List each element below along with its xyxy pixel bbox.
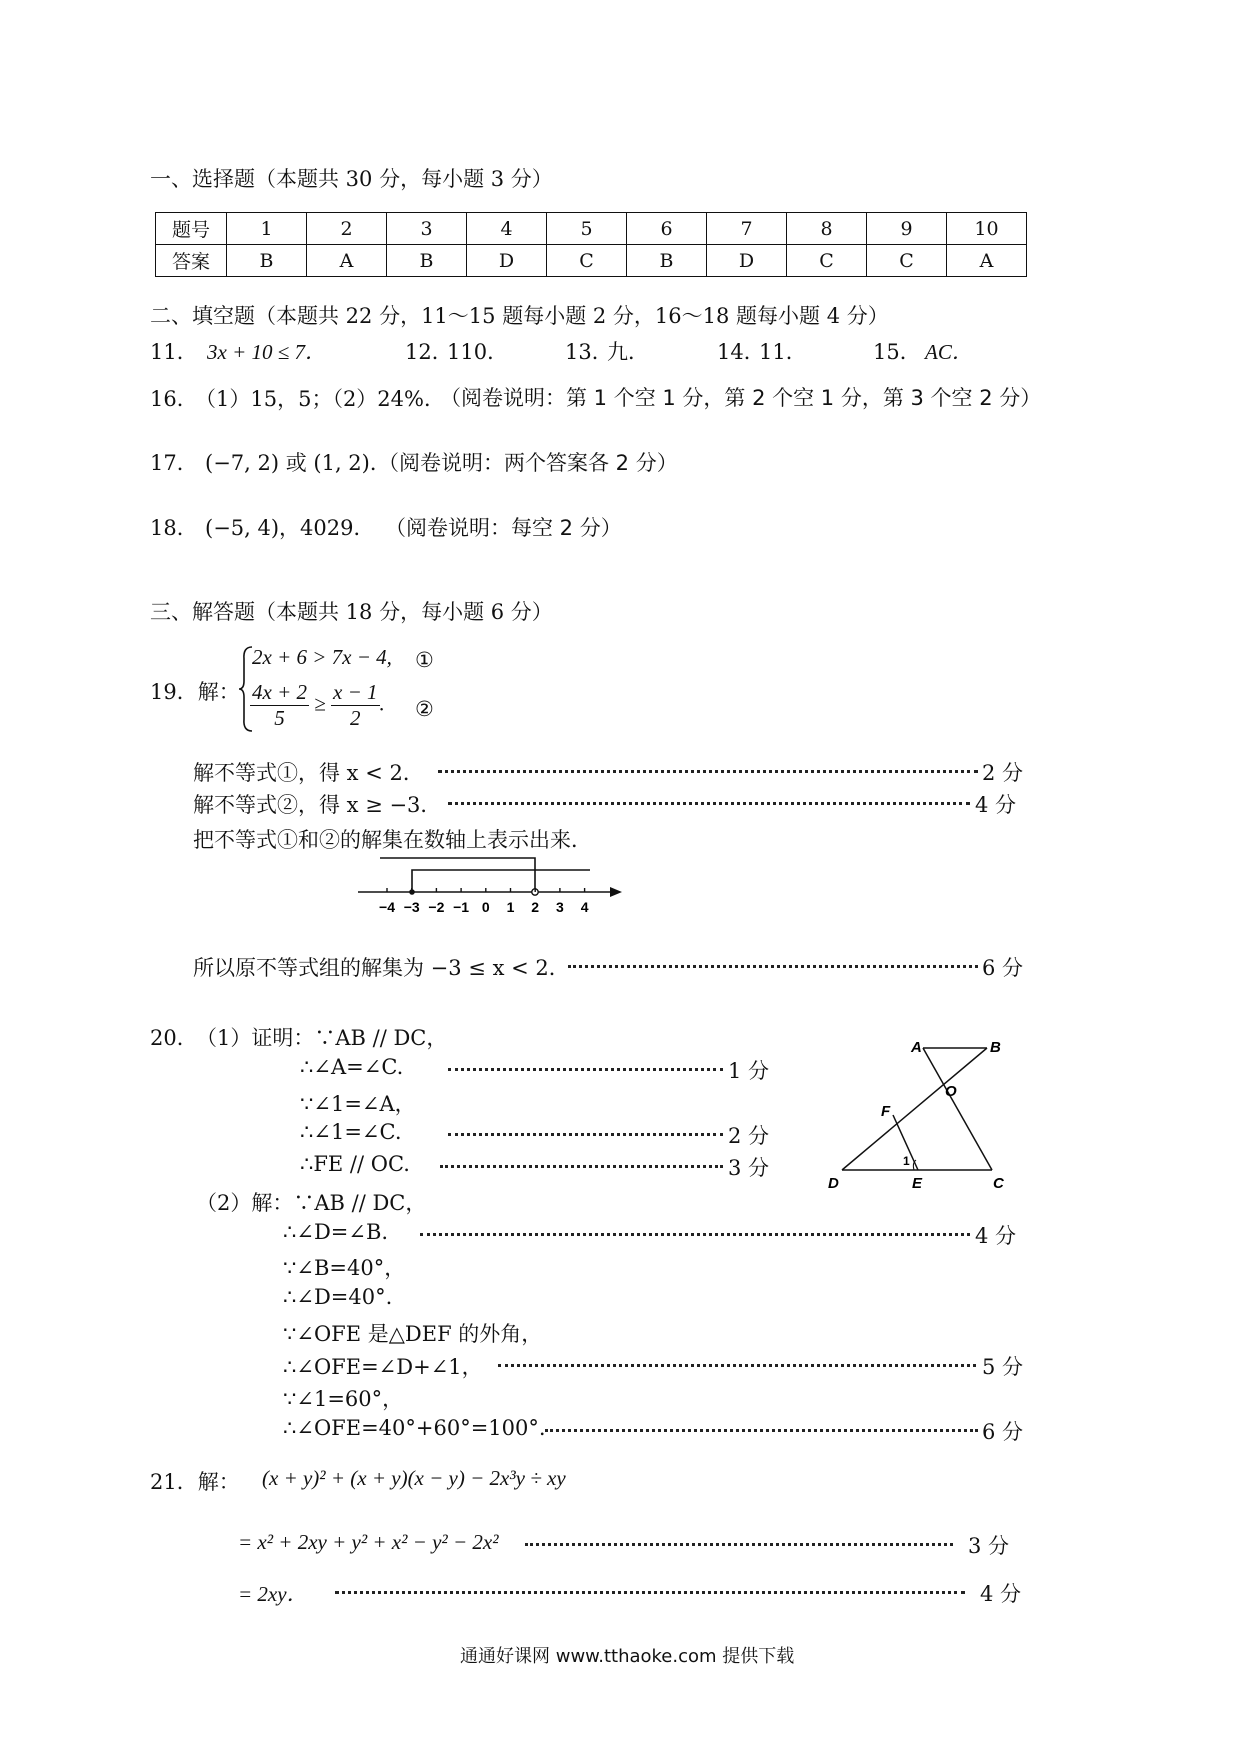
q20-l2-score: 1 分 bbox=[728, 1059, 770, 1083]
q18-answer: (−5, 4)，4029． bbox=[205, 516, 375, 540]
dotted-leader bbox=[568, 965, 978, 968]
table-cell: 7 bbox=[707, 213, 787, 245]
q19-conclusion-score: 6 分 bbox=[982, 956, 1024, 980]
q20-l5-score: 3 分 bbox=[728, 1156, 770, 1180]
q20-part2-l0: （2）解：∵AB // DC， bbox=[196, 1191, 427, 1215]
table-cell: B bbox=[387, 245, 467, 277]
q20-part2-l4: ∵∠OFE 是△DEF 的外角， bbox=[283, 1322, 543, 1346]
q19-mark-1: ① bbox=[415, 648, 434, 672]
row-header-q: 题号 bbox=[156, 213, 227, 245]
dotted-leader bbox=[448, 802, 970, 805]
dotted-leader bbox=[335, 1591, 965, 1594]
q16-note: （阅卷说明：第 1 个空 1 分，第 2 个空 1 分，第 3 个空 2 分） bbox=[440, 386, 1042, 410]
axis-tick-label: 0 bbox=[481, 899, 490, 915]
table-cell: B bbox=[627, 245, 707, 277]
table-cell: C bbox=[867, 245, 947, 277]
q21-number: 21．解： bbox=[150, 1470, 240, 1494]
label-d: D bbox=[828, 1175, 839, 1192]
ge-sign: ≥ bbox=[314, 691, 326, 716]
q19-step2: 解不等式②，得 x ≥ −3． bbox=[193, 793, 442, 817]
q20-part2-l2: ∵∠B=40°， bbox=[283, 1256, 406, 1280]
table-cell: 2 bbox=[307, 213, 387, 245]
q20-part1-l4: ∴∠1=∠C. bbox=[300, 1120, 402, 1144]
period: . bbox=[379, 691, 385, 716]
q20-part2-l7: ∴∠OFE=40°+60°=100°. bbox=[283, 1416, 546, 1440]
q19-inequality-1: 2x + 6 > 7x − 4, bbox=[252, 645, 392, 669]
label-o: O bbox=[945, 1083, 957, 1100]
q20-part1-l2: ∴∠A=∠C. bbox=[300, 1055, 404, 1079]
q17-note: （阅卷说明：两个答案各 2 分） bbox=[378, 451, 678, 475]
q20-part2-l3: ∴∠D=40°. bbox=[283, 1285, 393, 1309]
q20-part2-l6: ∵∠1=60°， bbox=[283, 1387, 404, 1411]
q18-note: （阅卷说明：每空 2 分） bbox=[385, 516, 622, 540]
table-cell: 6 bbox=[627, 213, 707, 245]
q19-step2-score: 4 分 bbox=[975, 793, 1017, 817]
table-row-answers bbox=[156, 245, 1027, 277]
dotted-leader bbox=[545, 1429, 978, 1432]
q20-part1-l3: ∵∠1=∠A， bbox=[300, 1092, 416, 1116]
label-a: A bbox=[911, 1039, 922, 1056]
table-cell: D bbox=[467, 245, 547, 277]
table-cell: 5 bbox=[547, 213, 627, 245]
fraction-numerator: 4x + 2 bbox=[252, 680, 307, 704]
table-cell: 8 bbox=[787, 213, 867, 245]
label-c: C bbox=[993, 1175, 1004, 1192]
label-e: E bbox=[912, 1175, 923, 1192]
fraction-denominator: 2 bbox=[350, 706, 361, 730]
q16-answer: （1）15，5；（2）24%． bbox=[195, 387, 445, 411]
q15-answer: AC． bbox=[925, 340, 973, 364]
q14-number: 14． bbox=[717, 340, 765, 364]
q20-p2l1-score: 4 分 bbox=[975, 1224, 1017, 1248]
table-cell: 10 bbox=[947, 213, 1027, 245]
table-cell: A bbox=[947, 245, 1027, 277]
q13-answer: 九． bbox=[607, 340, 649, 364]
q19-step1: 解不等式①，得 x < 2． bbox=[193, 761, 424, 785]
q14-answer: 11． bbox=[759, 340, 807, 364]
q20-part2-l1: ∴∠D=∠B. bbox=[283, 1220, 389, 1244]
q21-step1-score: 3 分 bbox=[968, 1534, 1010, 1558]
section2-title: 二、填空题（本题共 22 分，11～15 题每小题 2 分，16～18 题每小题 4 分） bbox=[150, 304, 889, 328]
axis-tick-label: −2 bbox=[428, 899, 445, 915]
section1-title: 一、选择题（本题共 30 分，每小题 3 分） bbox=[150, 167, 553, 191]
q20-p2l5-score: 5 分 bbox=[982, 1355, 1024, 1379]
row-header-a: 答案 bbox=[156, 245, 227, 277]
q21-step1: = x² + 2xy + y² + x² − y² − 2x² bbox=[238, 1530, 499, 1554]
axis-tick-label: 3 bbox=[556, 899, 564, 915]
q20-part2-l5: ∴∠OFE=∠D+∠1， bbox=[283, 1355, 483, 1379]
q13-number: 13． bbox=[565, 340, 613, 364]
axis-tick-label: 2 bbox=[531, 899, 540, 915]
table-cell: C bbox=[787, 245, 867, 277]
axis-tick-label: −4 bbox=[379, 899, 395, 915]
dotted-leader bbox=[440, 1165, 723, 1168]
q20-number: 20． bbox=[150, 1026, 198, 1050]
q19-mark-2: ② bbox=[415, 697, 434, 721]
q20-p2l7-score: 6 分 bbox=[982, 1420, 1024, 1444]
axis-tick-label: −3 bbox=[403, 899, 420, 915]
dotted-leader bbox=[420, 1233, 970, 1236]
q17-number: 17． bbox=[150, 451, 198, 475]
q20-l4-score: 2 分 bbox=[728, 1124, 770, 1148]
q12-answer: 110． bbox=[447, 340, 509, 364]
dotted-leader bbox=[525, 1543, 953, 1546]
dotted-leader bbox=[438, 770, 978, 773]
q19-step1-score: 2 分 bbox=[982, 761, 1024, 785]
geometry-figure bbox=[815, 1030, 1015, 1195]
q11-number: 11． bbox=[150, 340, 198, 364]
label-angle-1: 1 bbox=[903, 1154, 910, 1168]
label-f: F bbox=[881, 1103, 891, 1120]
answer-table bbox=[155, 212, 1027, 277]
q21-step2: = 2xy． bbox=[238, 1582, 308, 1606]
dotted-leader bbox=[498, 1364, 976, 1367]
q18-number: 18． bbox=[150, 516, 198, 540]
table-cell: 1 bbox=[227, 213, 307, 245]
number-line bbox=[350, 848, 630, 918]
q15-number: 15． bbox=[873, 340, 921, 364]
axis-tick-label: 4 bbox=[580, 899, 589, 915]
table-cell: D bbox=[707, 245, 787, 277]
table-cell: A bbox=[307, 245, 387, 277]
fraction-denominator: 5 bbox=[274, 706, 285, 730]
dotted-leader bbox=[448, 1068, 723, 1071]
q19-conclusion: 所以原不等式组的解集为 −3 ≤ x < 2． bbox=[193, 956, 570, 980]
q11-answer: 3x + 10 ≤ 7． bbox=[207, 340, 327, 364]
q19-number: 19．解： bbox=[150, 680, 240, 704]
table-cell: B bbox=[227, 245, 307, 277]
label-b: B bbox=[990, 1039, 1001, 1056]
q17-answer: (−7, 2) 或 (1, 2)． bbox=[205, 451, 391, 475]
q20-part1-l1: （1）证明：∵AB // DC， bbox=[196, 1026, 448, 1050]
axis-tick-label: 1 bbox=[506, 899, 515, 915]
table-row-numbers bbox=[156, 213, 1027, 245]
section3-title: 三、解答题（本题共 18 分，每小题 6 分） bbox=[150, 600, 553, 624]
dotted-leader bbox=[448, 1133, 723, 1136]
q19-step3: 把不等式①和②的解集在数轴上表示出来． bbox=[193, 828, 592, 852]
q19-inequality-2 bbox=[250, 680, 385, 731]
axis-tick-label: −1 bbox=[453, 899, 470, 915]
q20-part1-l5: ∴FE // OC. bbox=[300, 1152, 410, 1176]
table-cell: 9 bbox=[867, 213, 947, 245]
table-cell: 3 bbox=[387, 213, 467, 245]
table-cell: 4 bbox=[467, 213, 547, 245]
q16-number: 16． bbox=[150, 387, 198, 411]
table-cell: C bbox=[547, 245, 627, 277]
q21-expression: (x + y)² + (x + y)(x − y) − 2x³y ÷ xy bbox=[262, 1466, 566, 1490]
fraction-numerator: x − 1 bbox=[333, 680, 378, 704]
q12-number: 12． bbox=[405, 340, 453, 364]
footer: 通通好课网 www.tthaoke.com 提供下载 bbox=[460, 1646, 795, 1667]
q21-step2-score: 4 分 bbox=[980, 1582, 1022, 1606]
